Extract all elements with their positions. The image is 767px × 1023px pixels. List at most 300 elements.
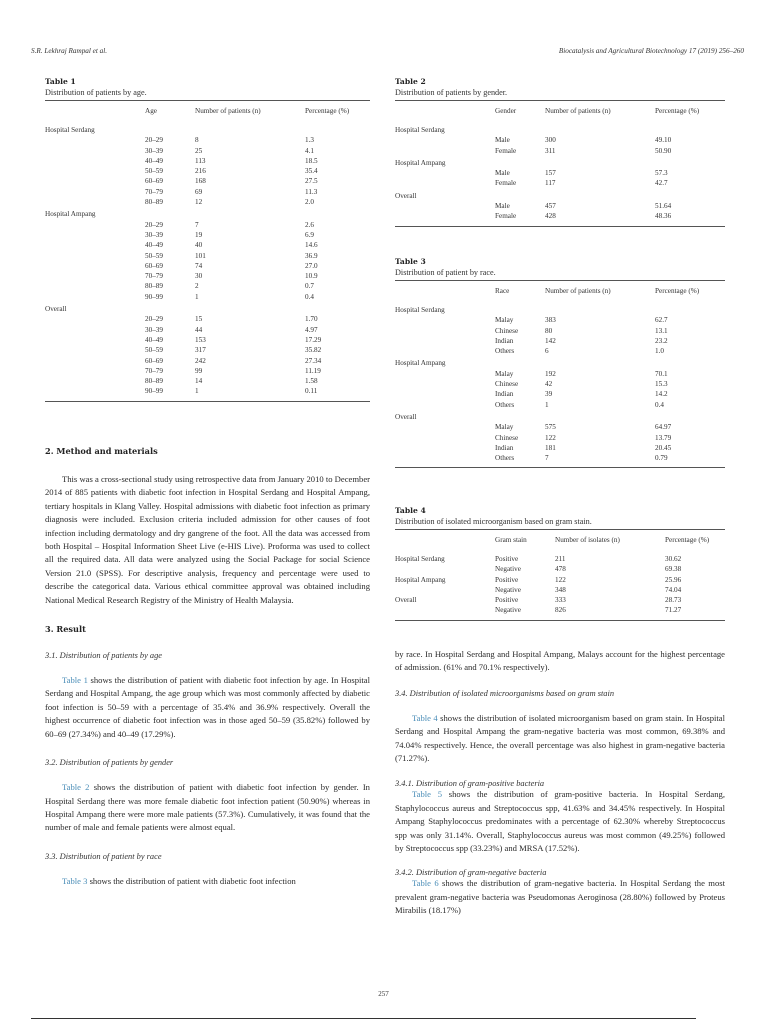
gram-stain-cell: Positive: [495, 555, 519, 563]
group-label: Hospital Serdang: [45, 126, 95, 134]
empty-cell: [45, 261, 145, 271]
empty-cell: [45, 220, 145, 230]
empty-cell: [45, 386, 145, 400]
table-row: [395, 575, 725, 585]
empty-cell: [45, 240, 145, 250]
table-row: [45, 325, 370, 335]
column-header-percentage: Percentage (%): [655, 107, 700, 115]
group-cell: Hospital Serdang: [395, 555, 445, 563]
empty-cell: [395, 443, 495, 453]
table-2-link[interactable]: Table 2: [62, 782, 90, 793]
table-group-row: [395, 301, 725, 315]
empty-cell: [45, 314, 145, 324]
percentage-cell: 62.7: [655, 316, 668, 325]
count-cell: 2: [195, 282, 199, 291]
column-header: [395, 530, 495, 550]
table-group-row: [45, 207, 370, 219]
count-cell: 74: [195, 261, 203, 270]
table-row: [45, 251, 370, 261]
count-cell: 113: [195, 156, 206, 165]
group-label: Hospital Serdang: [395, 306, 445, 314]
category-cell: 70–79: [145, 187, 163, 196]
category-cell: Malay: [495, 423, 514, 432]
section-heading-result: 3. Result: [45, 624, 86, 635]
category-cell: Female: [495, 179, 517, 188]
table-row: [45, 220, 370, 230]
category-cell: Others: [495, 347, 515, 356]
count-cell: 157: [545, 169, 556, 178]
subsection-heading-3-4-1: 3.4.1. Distribution of gram-positive bacteria: [395, 779, 545, 789]
empty-cell: [395, 422, 495, 432]
table-row: [395, 379, 725, 389]
count-cell: 40: [195, 241, 203, 250]
column-header-count: Number of patients (n): [545, 287, 611, 295]
table-row: [45, 197, 370, 207]
percentage-cell: 71.27: [665, 606, 682, 615]
empty-cell: [45, 325, 145, 335]
empty-cell: [45, 366, 145, 376]
table-5-link[interactable]: Table 5: [412, 789, 442, 800]
page-number: 257: [378, 990, 389, 998]
category-cell: 60–69: [145, 177, 163, 186]
table-group-row: [395, 156, 725, 168]
table-rule: [45, 401, 370, 402]
count-cell: 348: [555, 585, 566, 594]
count-cell: 428: [545, 212, 556, 221]
percentage-cell: 14.6: [305, 241, 318, 250]
table-group-row: [45, 121, 370, 135]
percentage-cell: 17.29: [305, 335, 322, 344]
group-cell: [395, 585, 495, 595]
table-row: [395, 315, 725, 325]
group-label: Hospital Ampang: [45, 210, 96, 219]
empty-cell: [45, 271, 145, 281]
paragraph-3-3: [45, 875, 370, 888]
table-4: [395, 505, 725, 621]
percentage-cell: 0.11: [305, 387, 318, 396]
percentage-cell: 11.3: [305, 187, 318, 196]
table-row: [45, 386, 370, 400]
group-cell: [395, 605, 495, 619]
gram-stain-cell: Negative: [495, 606, 521, 615]
percentage-cell: 13.1: [655, 326, 668, 335]
empty-cell: [395, 211, 495, 225]
table-group-row: [395, 121, 725, 135]
category-cell: 40–49: [145, 241, 163, 250]
group-label: Hospital Ampang: [395, 359, 446, 368]
empty-cell: [45, 335, 145, 345]
count-cell: 300: [545, 136, 556, 145]
count-cell: 142: [545, 336, 556, 345]
table-label: Table 4: [395, 506, 426, 515]
empty-cell: [395, 178, 495, 188]
percentage-cell: 1.3: [305, 136, 314, 145]
table-4-grid: [395, 530, 725, 620]
table-row: [395, 585, 725, 595]
category-cell: 70–79: [145, 366, 163, 375]
table-row: [395, 178, 725, 188]
count-cell: 383: [545, 316, 556, 325]
count-cell: 826: [555, 606, 566, 615]
percentage-cell: 69.38: [665, 565, 682, 574]
table-label: Table 1: [45, 77, 76, 86]
subsection-heading-3-3: 3.3. Distribution of patient by race: [45, 851, 162, 861]
category-cell: 60–69: [145, 356, 163, 365]
table-caption: Distribution of isolated microorganism based on gram stain.: [395, 517, 592, 526]
table-3-link[interactable]: Table 3: [62, 875, 88, 886]
count-cell: 317: [195, 346, 206, 355]
percentage-cell: 74.04: [665, 585, 682, 594]
empty-cell: [45, 281, 145, 291]
paragraph-3-4-1: [395, 788, 725, 855]
empty-cell: [45, 146, 145, 156]
gram-stain-cell: Positive: [495, 596, 519, 605]
category-cell: 80–89: [145, 377, 163, 386]
empty-cell: [45, 156, 145, 166]
table-row: [45, 240, 370, 250]
empty-cell: [395, 201, 495, 211]
category-cell: 70–79: [145, 272, 163, 281]
empty-cell: [395, 400, 495, 410]
count-cell: 478: [555, 565, 566, 574]
count-cell: 80: [545, 326, 553, 335]
table-label: Table 2: [395, 77, 426, 86]
percentage-cell: 35.82: [305, 346, 322, 355]
count-cell: 44: [195, 325, 203, 334]
percentage-cell: 28.73: [665, 596, 682, 605]
group-label: Hospital Ampang: [395, 158, 446, 167]
count-cell: 7: [545, 454, 549, 463]
count-cell: 311: [545, 146, 556, 155]
table-2: [395, 76, 725, 227]
table-caption: Distribution of patients by gender.: [395, 88, 508, 97]
column-header: [45, 101, 145, 121]
table-6-link[interactable]: Table 6: [412, 878, 439, 889]
category-cell: Malay: [495, 316, 514, 325]
percentage-cell: 13.79: [655, 433, 672, 442]
table-2-grid: [395, 101, 725, 226]
percentage-cell: 18.5: [305, 156, 318, 165]
percentage-cell: 0.7: [305, 282, 314, 291]
count-cell: 42: [545, 380, 553, 389]
table-row: [45, 292, 370, 302]
percentage-cell: 15.3: [655, 380, 668, 389]
column-header-race: Race: [495, 287, 510, 295]
empty-cell: [395, 168, 495, 178]
empty-cell: [45, 187, 145, 197]
category-cell: 90–99: [145, 387, 163, 396]
count-cell: 181: [545, 443, 556, 452]
category-cell: Indian: [495, 443, 514, 452]
empty-cell: [45, 166, 145, 176]
count-cell: 1: [545, 400, 549, 409]
category-cell: Male: [495, 202, 510, 211]
column-header-gram-stain: Gram stain: [495, 536, 527, 544]
category-cell: 90–99: [145, 292, 163, 301]
percentage-cell: 1.58: [305, 377, 318, 386]
table-caption: Distribution of patient by race.: [395, 268, 496, 277]
table-group-row: [395, 189, 725, 201]
table-row: [395, 422, 725, 432]
percentage-cell: 42.7: [655, 179, 668, 188]
percentage-cell: 30.62: [665, 555, 682, 563]
empty-cell: [45, 376, 145, 386]
column-header-age: Age: [145, 107, 157, 115]
empty-cell: [45, 135, 145, 145]
empty-cell: [45, 356, 145, 366]
table-row: [395, 135, 725, 145]
column-header-percentage: Percentage (%): [665, 536, 710, 544]
count-cell: 457: [545, 202, 556, 211]
right-text-column: [395, 648, 725, 918]
empty-cell: [45, 251, 145, 261]
table-row: [45, 271, 370, 281]
category-cell: Male: [495, 169, 510, 178]
group-cell: Hospital Ampang: [395, 575, 446, 584]
table-group-row: [45, 302, 370, 314]
category-cell: Malay: [495, 369, 514, 378]
empty-cell: [395, 146, 495, 156]
table-row: [45, 166, 370, 176]
category-cell: 20–29: [145, 315, 163, 324]
table-row: [45, 314, 370, 324]
empty-cell: [45, 176, 145, 186]
table-row: [395, 605, 725, 619]
subsection-heading-3-4-2: 3.4.2. Distribution of gram-negative bacteria: [395, 868, 547, 878]
group-label: Hospital Serdang: [395, 126, 445, 134]
category-cell: 60–69: [145, 261, 163, 270]
table-row: [395, 433, 725, 443]
count-cell: 99: [195, 366, 203, 375]
category-cell: Male: [495, 136, 510, 145]
count-cell: 122: [555, 575, 566, 584]
count-cell: 25: [195, 146, 203, 155]
category-cell: Chinese: [495, 380, 519, 389]
running-head-journal: Biocatalysis and Agricultural Biotechnology 17 (2019) 256–260: [558, 47, 744, 55]
column-header: [395, 101, 495, 121]
percentage-cell: 70.1: [655, 369, 668, 378]
running-head-authors: S.R. Lekhraj Rampal et al.: [31, 47, 108, 55]
table-row: [395, 389, 725, 399]
empty-cell: [395, 433, 495, 443]
table-caption: Distribution of patients by age.: [45, 88, 147, 97]
category-cell: Chinese: [495, 433, 519, 442]
empty-cell: [395, 453, 495, 467]
count-cell: 7: [195, 220, 199, 229]
paragraph-text: shows the distribution of patient with diabetic foot infection by age. In Hospital Serdang and Hospital Ampang, the age group which was most commonly affected by diabetic foot infection is 50–59 with a percentage of 35.4% and 36.9% respectively. Overall the highest occurrence of diabetic foot infection was in those aged 50–59 (35.82%) followed by 60–69 (27.34%) and 40–49 (17.29%).: [45, 675, 370, 739]
category-cell: 80–89: [145, 282, 163, 291]
count-cell: 1: [195, 387, 199, 396]
count-cell: 8: [195, 136, 199, 145]
category-cell: 40–49: [145, 156, 163, 165]
percentage-cell: 4.1: [305, 146, 314, 155]
table-4-link[interactable]: Table 4: [412, 712, 438, 723]
paragraph-3-4: [395, 712, 725, 766]
category-cell: 20–29: [145, 220, 163, 229]
paragraph-text: shows the distribution of gram-negative bacteria. In Hospital Serdang the most prevalent gram-negative bacteria was Pseudomonas Aeroginosa (28.80%) followed by Proteus Mirabilis (18.17%): [395, 878, 725, 916]
percentage-cell: 50.90: [655, 146, 672, 155]
percentage-cell: 51.64: [655, 202, 672, 211]
table-row: [395, 168, 725, 178]
table-rule: [395, 620, 725, 621]
empty-cell: [395, 135, 495, 145]
percentage-cell: 48.36: [655, 212, 672, 221]
count-cell: 6: [545, 347, 549, 356]
paragraph-3-1: [45, 674, 370, 741]
empty-cell: [395, 336, 495, 346]
methods-paragraph: This was a cross-sectional study using retrospective data from January 2010 to December 2014 of 885 patients with diabetic foot infection in Hospital Serdang and Hospital Ampang, tertiary hospitals in Klang Valley. Hospital admissions with diabetic foot infection as primary diagnosis were included. Exclusion criteria included admission for other causes of foot infection including dermatology and dry gangrene of the foot. All the data was accessed from both Hospital – Hospital Information Sheet Live (e-HIS Live). Proforma was used to collect all the required data. All data were analyzed using the Social Package for social Science Version 21.0 (SPSS). For descriptive analysis, frequency and percentage were used to describe the categorical data. Various ethical committee approval was obtained including National Medical Research Registry of the Ministry of Health Malaysia.: [45, 474, 370, 605]
count-cell: 117: [545, 179, 556, 188]
table-row: [395, 326, 725, 336]
column-header-count: Number of patients (n): [545, 107, 611, 115]
table-row: [395, 595, 725, 605]
table-row: [45, 345, 370, 355]
percentage-cell: 10.9: [305, 272, 318, 281]
category-cell: 80–89: [145, 198, 163, 207]
group-cell: Overall: [395, 596, 417, 605]
category-cell: Female: [495, 146, 517, 155]
group-label: Overall: [45, 305, 67, 314]
percentage-cell: 6.9: [305, 230, 314, 239]
empty-cell: [45, 230, 145, 240]
table-3-grid: [395, 281, 725, 467]
count-cell: 1: [195, 292, 199, 301]
table-1-link[interactable]: Table 1: [62, 675, 88, 686]
table-row: [395, 443, 725, 453]
percentage-cell: 11.19: [305, 366, 321, 375]
category-cell: 40–49: [145, 335, 163, 344]
count-cell: 69: [195, 187, 203, 196]
percentage-cell: 36.9: [305, 251, 318, 260]
paragraph-text: shows the distribution of gram-positive bacteria. In Hospital Serdang, Staphylococcus aureus and Streptococcus spp, 41.63% and 34.45% respectively. In Hospital Ampang Staphylococcus predominates with a percentage of 62.30% whereby Streptococcus spp was only 31.14%. Overall, Staphylococcus aureus was most common (49.25%) followed by Streptococcus spp (33.23%) and MRSA (17.52%).: [395, 789, 725, 854]
category-cell: 20–29: [145, 136, 163, 145]
table-row: [45, 261, 370, 271]
percentage-cell: 2.6: [305, 220, 314, 229]
percentage-cell: 64.97: [655, 423, 672, 432]
table-row: [45, 187, 370, 197]
count-cell: 101: [195, 251, 206, 260]
empty-cell: [395, 379, 495, 389]
category-cell: 50–59: [145, 346, 163, 355]
empty-cell: [395, 389, 495, 399]
category-cell: Indian: [495, 336, 514, 345]
table-row: [45, 356, 370, 366]
category-cell: Indian: [495, 390, 514, 399]
table-row: [45, 146, 370, 156]
table-row: [45, 156, 370, 166]
count-cell: 14: [195, 377, 203, 386]
percentage-cell: 1.70: [305, 315, 318, 324]
percentage-cell: 25.96: [665, 575, 682, 584]
gram-stain-cell: Negative: [495, 565, 521, 574]
column-header-gender: Gender: [495, 107, 517, 115]
percentage-cell: 35.4: [305, 167, 318, 176]
table-rule: [395, 467, 725, 468]
percentage-cell: 0.4: [655, 400, 664, 409]
left-text-column: [45, 446, 370, 888]
percentage-cell: 23.2: [655, 336, 668, 345]
table-group-row: [395, 356, 725, 368]
table-row: [395, 201, 725, 211]
column-header-count: Number of patients (n): [195, 107, 261, 115]
table-row: [45, 230, 370, 240]
subsection-heading-3-2: 3.2. Distribution of patients by gender: [45, 758, 174, 768]
category-cell: 30–39: [145, 146, 163, 155]
percentage-cell: 27.0: [305, 261, 318, 270]
table-row: [395, 453, 725, 467]
empty-cell: [395, 315, 495, 325]
group-label: Overall: [395, 412, 417, 421]
count-cell: 211: [555, 555, 566, 563]
empty-cell: [45, 345, 145, 355]
table-row: [395, 400, 725, 410]
percentage-cell: 27.5: [305, 177, 318, 186]
table-1: [45, 76, 370, 402]
column-header-percentage: Percentage (%): [305, 107, 350, 115]
paragraph-3-3-continued: by race. In Hospital Serdang and Hospital Ampang, Malays account for the highest percentage of admission. (61% and 70.1% respectively).: [395, 649, 725, 673]
count-cell: 153: [195, 335, 206, 344]
table-row: [45, 281, 370, 291]
table-row: [395, 336, 725, 346]
category-cell: 30–39: [145, 325, 163, 334]
percentage-cell: 20.45: [655, 443, 672, 452]
footer-rule: [31, 1018, 696, 1019]
count-cell: 168: [195, 177, 206, 186]
count-cell: 39: [545, 390, 553, 399]
count-cell: 192: [545, 369, 556, 378]
empty-cell: [395, 346, 495, 356]
percentage-cell: 27.34: [305, 356, 322, 365]
table-row: [45, 366, 370, 376]
empty-cell: [395, 326, 495, 336]
percentage-cell: 0.4: [305, 292, 314, 301]
paragraph-text: shows the distribution of patient with diabetic foot infection by gender. In Hospital Serdang there was more female diabetic foot infection patient (50.90%) whereas in Hospital Ampang there were more male patients (57.3%). Cumulatively, it was found that the number of male and female patients were almost equal.: [45, 782, 370, 833]
table-row: [45, 376, 370, 386]
count-cell: 19: [195, 230, 203, 239]
percentage-cell: 49.10: [655, 136, 672, 145]
subsection-heading-3-4: 3.4. Distribution of isolated microorganisms based on gram stain: [395, 688, 615, 698]
paragraph-3-4-2: [395, 877, 725, 917]
table-1-grid: [45, 101, 370, 401]
count-cell: 216: [195, 167, 206, 176]
gram-stain-cell: Positive: [495, 575, 519, 584]
count-cell: 15: [195, 315, 203, 324]
table-row: [395, 211, 725, 225]
percentage-cell: 4.97: [305, 325, 318, 334]
table-row: [395, 564, 725, 574]
paragraph-3-2: [45, 781, 370, 835]
count-cell: 122: [545, 433, 556, 442]
section-heading-methods: 2. Method and materials: [45, 446, 158, 456]
percentage-cell: 57.3: [655, 169, 668, 178]
table-3: [395, 256, 725, 468]
table-rule: [395, 226, 725, 227]
table-group-row: [395, 410, 725, 422]
table-row: [395, 146, 725, 156]
count-cell: 575: [545, 423, 556, 432]
column-header-isolates: Number of isolates (n): [555, 536, 620, 544]
column-header-percentage: Percentage (%): [655, 287, 700, 295]
table-row: [395, 369, 725, 379]
count-cell: 333: [555, 596, 566, 605]
percentage-cell: 14.2: [655, 390, 668, 399]
group-label: Overall: [395, 191, 417, 200]
table-row: [45, 176, 370, 186]
group-cell: [395, 564, 495, 574]
category-cell: Chinese: [495, 326, 519, 335]
table-row: [45, 335, 370, 345]
empty-cell: [395, 369, 495, 379]
